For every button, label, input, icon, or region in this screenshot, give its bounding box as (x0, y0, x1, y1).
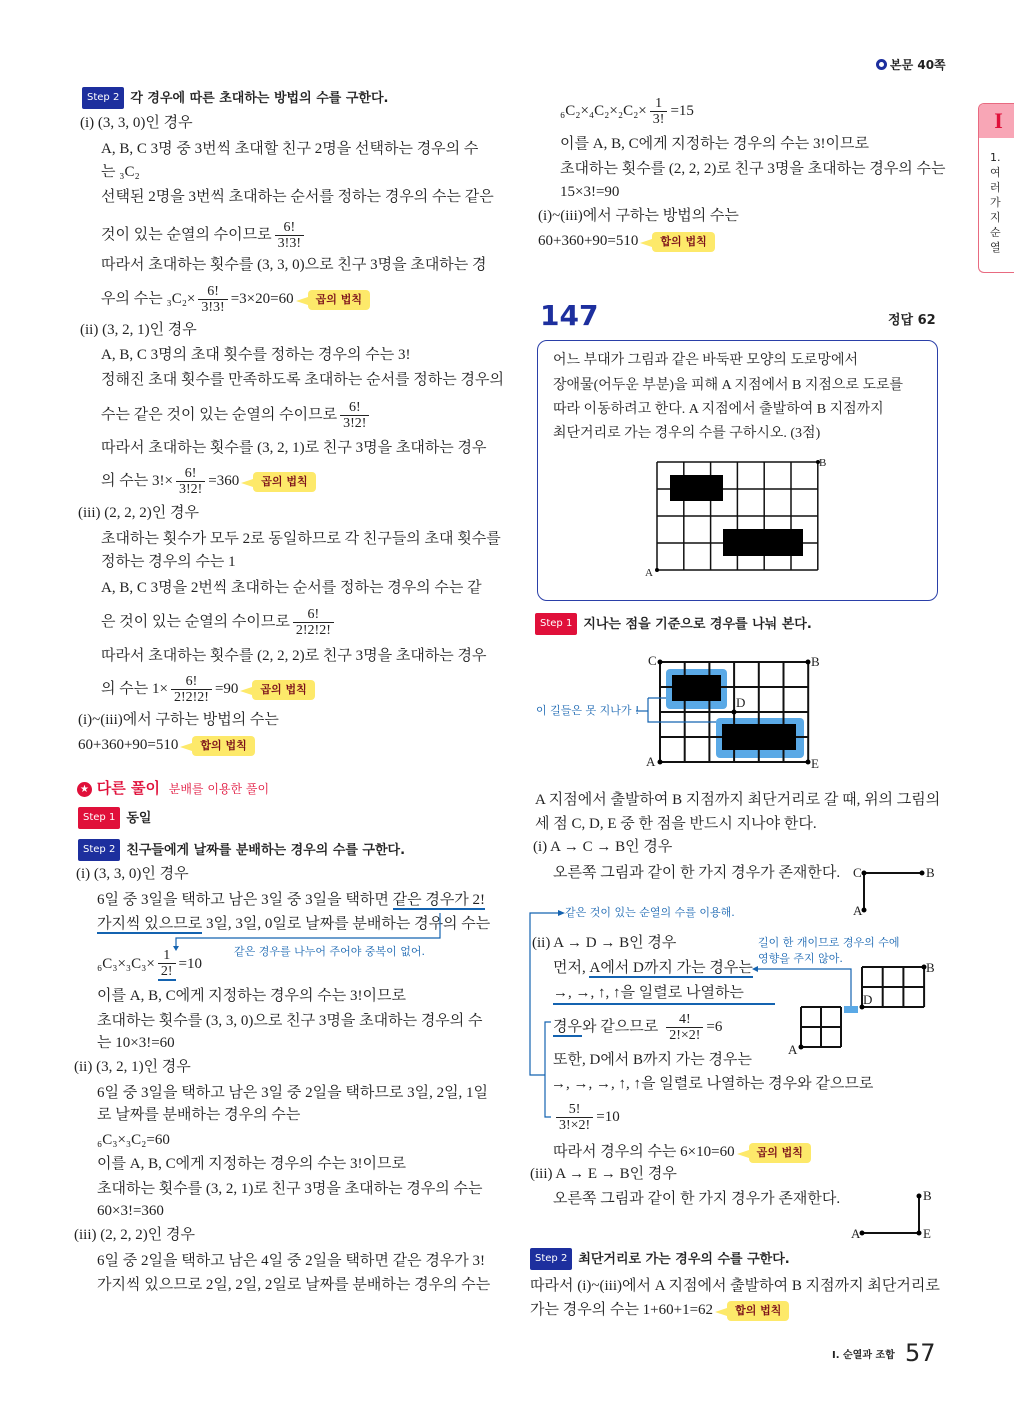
text-line: (i)~(iii)에서 구하는 방법의 수는 (78, 712, 279, 728)
path-point (658, 760, 663, 765)
problem-text: 어느 부대가 그림과 같은 바둑판 모양의 도로망에서 (553, 353, 859, 368)
side-tab-roman: I (979, 104, 1014, 138)
text: 의 수는 1× (101, 681, 168, 697)
obstacle (672, 675, 721, 701)
annotation-note: 같은 것이 있는 순열의 수를 이용해. (565, 906, 735, 919)
fraction (666, 1012, 703, 1043)
text-line (553, 983, 775, 1003)
text-line: 이를 A, B, C에게 지정하는 경우의 수는 3!이므로 (97, 988, 406, 1004)
text-line: 오른쪽 그림과 같이 한 가지 경우가 존재한다. (553, 1191, 841, 1207)
rule-badge: 합의 법칙 (727, 1301, 789, 1321)
case-label: (ii) (3, 2, 1)인 경우 (74, 1059, 191, 1075)
point-label-a: A (853, 903, 863, 918)
annotation-note: 같은 경우를 나누어 주어야 중복이 없어. (234, 945, 425, 958)
text-line (101, 400, 372, 430)
fraction (293, 607, 334, 638)
denominator: 3! (650, 111, 668, 127)
footer-chapter: I. 순열과 조합 (832, 1350, 895, 1361)
numerator: 5! (568, 1102, 581, 1118)
text-line: 이를 A, B, C에게 지정하는 경우의 수는 3!이므로 (560, 136, 869, 152)
annotation-note: 이 길들은 못 지나가 ! (536, 704, 640, 717)
rule-badge: 합의 법칙 (192, 736, 254, 756)
text: =6 (706, 1019, 723, 1035)
fraction (176, 466, 205, 497)
step2-badge: Step 2 (78, 839, 120, 861)
text-line: 오른쪽 그림과 같이 한 가지 경우가 존재한다. (553, 865, 841, 881)
denominator: 2! (158, 963, 176, 981)
denominator: 3!2! (176, 481, 205, 497)
text-line (101, 220, 307, 250)
step2-heading (82, 87, 388, 107)
rule-badge: 합의 법칙 (652, 232, 714, 252)
page-ref-text: 본문 40쪽 (890, 58, 946, 72)
denominator: 2!×2! (666, 1027, 703, 1043)
text-line: 15×3!=90 (560, 184, 620, 200)
point-label-e: E (923, 1226, 931, 1241)
text-line: A, B, C 3명의 초대 횟수를 정하는 경우의 수는 3! (101, 347, 411, 363)
text: 와 같으므로 (581, 1019, 659, 1035)
text: ₆C₂×₄C₂×₂C₂× (560, 103, 647, 119)
text: 60+360+90=510 (78, 737, 179, 753)
text-line (78, 735, 255, 755)
text: =10 (178, 955, 202, 972)
text-line: 는 ₃C₂ (101, 164, 140, 180)
text-line: 따라서 초대하는 횟수를 (3, 3, 0)으로 친구 3명을 초대하는 경 (101, 257, 487, 273)
text: 우의 수는 ₃C₂× (101, 291, 196, 307)
text: 수는 같은 것이 있는 순열의 수이므로 (101, 407, 338, 423)
fraction (650, 96, 668, 127)
step2-heading (530, 1248, 790, 1268)
star-icon: ★ (77, 782, 92, 797)
numerator: 6! (283, 220, 296, 236)
fraction (556, 1102, 593, 1133)
step2-badge: Step 2 (530, 1248, 572, 1270)
text-line (97, 890, 485, 910)
step1-heading (535, 613, 812, 633)
text-line: 선택된 2명을 3번씩 초대하는 순서를 정하는 경우의 수는 같은 (101, 189, 494, 205)
denominator: 2!2!2! (293, 622, 334, 638)
denominator: 2!2!2! (171, 689, 212, 705)
point-a (655, 568, 659, 572)
text: =360 (208, 473, 240, 489)
chapter-side-tab[interactable] (978, 103, 1014, 273)
annotation-note: 영향을 주지 않아. (758, 952, 843, 965)
point-label-a: A (645, 567, 653, 579)
obstacle (723, 529, 803, 556)
case-label: (i) A → C → B인 경우 (533, 839, 673, 855)
obstacle (722, 724, 796, 750)
denominator: 3!3! (275, 235, 304, 251)
text-line (530, 1300, 789, 1320)
text-line: 6일 중 3일을 택하고 남은 3일 중 2일을 택하므로 3일, 2일, 1일 (97, 1085, 489, 1101)
problem-number: 147 (540, 299, 599, 332)
point-label-a: A (788, 1042, 798, 1057)
text-line: 6일 중 2일을 택하고 남은 4일 중 2일을 택하면 같은 경우가 3! (97, 1253, 486, 1269)
numerator: 1 (655, 96, 663, 112)
step1-badge: Step 1 (78, 807, 120, 829)
fraction (340, 400, 369, 431)
step-title: 지나는 점을 기준으로 경우를 나눠 본다. (583, 617, 812, 632)
case-label: (ii) A → D → B인 경우 (532, 935, 677, 951)
text-line: 초대하는 횟수를 (3, 3, 0)으로 친구 3명을 초대하는 경우의 수 (97, 1013, 483, 1029)
numerator: 6! (348, 400, 361, 416)
point-label-a: A (646, 754, 656, 769)
text-line: 세 점 C, D, E 중 한 점을 반드시 지나야 한다. (535, 816, 817, 832)
numerator: 6! (307, 607, 320, 623)
point-label-e: E (811, 756, 819, 771)
answer-label: 정답 62 (888, 313, 936, 328)
path-a-e-b-figure (0, 0, 1, 1)
text-line (538, 231, 715, 251)
text: 은 것이 있는 순열의 수이므로 (101, 614, 290, 630)
alt-solution-heading (77, 778, 269, 798)
underlined-text: 같은 경우가 2! (392, 892, 486, 908)
numerator: 6! (185, 674, 198, 690)
text-line: 가지씩 있으므로 2일, 2일, 2일로 날짜를 분배하는 경우의 수는 (97, 1277, 491, 1293)
text-line (553, 1102, 620, 1132)
text-line: ₆C₃×₃C₂=60 (97, 1132, 170, 1148)
problem-text: 장애물(어두운 부분)을 피해 A 지점에서 B 지점으로 도로를 (553, 378, 904, 393)
text: 의 수는 3!× (101, 473, 173, 489)
page-number: 57 (905, 1339, 936, 1367)
text-line: 초대하는 횟수가 모두 2로 동일하므로 각 친구들의 초대 횟수를 (101, 531, 501, 547)
rule-badge: 곱의 법칙 (308, 290, 370, 310)
point-label-d: D (863, 992, 873, 1007)
text: 것이 있는 순열의 수이므로 (101, 227, 272, 243)
step-title: 친구들에게 날짜를 분배하는 경우의 수를 구한다. (126, 843, 406, 858)
denominator: 3!2! (340, 415, 369, 431)
point-label-b: B (926, 865, 935, 880)
text-line: 로 날짜를 분배하는 경우의 수는 (97, 1107, 301, 1123)
text-line: (i)~(iii)에서 구하는 방법의 수는 (538, 208, 739, 224)
point-label-c: C (853, 865, 862, 880)
text: 가는 경우의 수는 1+60+1=62 (530, 1302, 714, 1318)
text: =15 (670, 103, 694, 119)
text-line: 이를 A, B, C에게 지정하는 경우의 수는 3!이므로 (97, 1156, 406, 1172)
text-line (553, 1012, 722, 1042)
text-line: 따라서 초대하는 횟수를 (2, 2, 2)로 친구 3명을 초대하는 경우 (101, 648, 487, 664)
text: ₆C₃×₃C₃× (97, 955, 155, 972)
text-line: 또한, D에서 B까지 가는 경우는 (553, 1052, 752, 1068)
text-line: 는 10×3!=60 (97, 1035, 175, 1051)
alt-subtitle: 분배를 이용한 풀이 (168, 782, 270, 796)
point-label-b: B (926, 960, 935, 975)
step2-badge: Step 2 (82, 87, 124, 109)
denominator: 3!3! (198, 299, 227, 315)
text-line: 정하는 경우의 수는 1 (101, 554, 236, 570)
text: =3×20=60 (230, 291, 294, 307)
text-line: 정해진 초대 횟수를 만족하도록 초대하는 순서를 정하는 경우의 (101, 372, 504, 388)
text-line (101, 284, 370, 314)
text-line (101, 607, 337, 637)
step2-heading (78, 839, 405, 859)
underlined-text: 경우 (553, 1019, 582, 1035)
text: 6일 중 3일을 택하고 남은 3일 중 3일을 택하면 (97, 892, 393, 908)
text: 3일, 3일, 0일로 날짜를 분배하는 경우의 수는 (202, 916, 491, 932)
circle-icon (876, 59, 887, 70)
text-line: A, B, C 3명을 2번씩 초대하는 순서를 정하는 경우의 수는 같 (101, 580, 482, 596)
case-label: (i) (3, 3, 0)인 경우 (76, 866, 189, 882)
text-line: →, →, →, ↑, ↑을 일렬로 나열하는 경우와 같으므로 (551, 1076, 874, 1092)
underlined-text: A에서 D까지 가는 경우는 (589, 960, 753, 976)
path-point (806, 660, 811, 665)
alt-title: 다른 풀이 (96, 779, 160, 797)
text-line (553, 1142, 811, 1162)
text-line: 따라서 초대하는 횟수를 (3, 2, 1)로 친구 3명을 초대하는 경우 (101, 440, 487, 456)
step1-heading (78, 807, 151, 827)
annotation-note: 길이 한 개이므로 경우의 수에 (758, 936, 900, 949)
formula-line (560, 96, 694, 126)
case-label: (iii) A → E → B인 경우 (530, 1166, 677, 1182)
numerator: 4! (678, 1012, 691, 1028)
fraction (275, 220, 304, 251)
text-line (101, 674, 315, 704)
text-line (101, 466, 316, 496)
text-line: A, B, C 3명 중 3번씩 초대할 친구 2명을 선택하는 경우의 수 (101, 141, 479, 157)
problem-text: 따라 이동하려고 한다. A 지점에서 출발하여 B 지점까지 (553, 402, 884, 417)
point-label-d: D (736, 695, 746, 710)
denominator: 3!×2! (556, 1117, 593, 1133)
underlined-text: →, →, ↑, ↑을 일렬로 나열하는 (553, 983, 775, 1005)
text: 먼저, (553, 960, 590, 976)
step-title: 최단거리로 가는 경우의 수를 구한다. (578, 1252, 790, 1267)
text-line: 초대하는 횟수를 (2, 2, 2)로 친구 3명을 초대하는 경우의 수는 (560, 161, 946, 177)
fraction (158, 948, 176, 981)
numerator: 6! (184, 466, 197, 482)
text: 60+360+90=510 (538, 233, 639, 249)
numerator: 1 (163, 948, 171, 963)
path-point (806, 760, 811, 765)
text-line: 60×3!=360 (97, 1203, 164, 1219)
obstacle (670, 475, 723, 501)
problem-text: 최단거리로 가는 경우의 수를 구하시오. (3점) (553, 426, 821, 441)
text-line: 초대하는 횟수를 (3, 2, 1)로 친구 3명을 초대하는 경우의 수는 (97, 1181, 483, 1197)
text-line (97, 914, 490, 934)
point-label-b: B (811, 654, 820, 669)
text-line: 따라서 (i)~(iii)에서 A 지점에서 출발하여 B 지점까지 최단거리로 (530, 1278, 940, 1294)
path-point (658, 660, 663, 665)
point-label-c: C (648, 653, 657, 668)
rule-badge: 곱의 법칙 (749, 1143, 811, 1163)
text-line (553, 958, 753, 978)
side-tab-chapter: 1. 여러 가지 순열 (990, 151, 1001, 254)
point-label-b: B (923, 1188, 932, 1203)
case-label: (iii) (2, 2, 2)인 경우 (74, 1227, 195, 1243)
formula-line (97, 948, 202, 978)
step-title: 각 경우에 따른 초대하는 방법의 수를 구한다. (130, 91, 389, 106)
point-label-b: B (819, 457, 827, 469)
text: =10 (596, 1109, 620, 1125)
underlined-text: 가지씩 있으므로 (97, 916, 203, 932)
point-label-a: A (851, 1226, 861, 1241)
text: =90 (214, 681, 239, 697)
case-label: (iii) (2, 2, 2)인 경우 (78, 505, 199, 521)
fraction (198, 284, 227, 315)
path-point (799, 1045, 804, 1050)
numerator: 6! (207, 284, 219, 300)
text-line: A 지점에서 출발하여 B 지점까지 최단거리로 갈 때, 위의 그림의 (535, 792, 941, 808)
case-label: (ii) (3, 2, 1)인 경우 (80, 322, 197, 338)
page-reference (876, 55, 946, 75)
text: 따라서 경우의 수는 6×10=60 (553, 1144, 735, 1160)
step-title: 동일 (126, 811, 152, 826)
step1-badge: Step 1 (535, 613, 577, 635)
rule-badge: 곱의 법칙 (252, 680, 314, 700)
fraction (171, 674, 212, 705)
rule-badge: 곱의 법칙 (253, 472, 315, 492)
case-label: (i) (3, 3, 0)인 경우 (80, 115, 193, 131)
